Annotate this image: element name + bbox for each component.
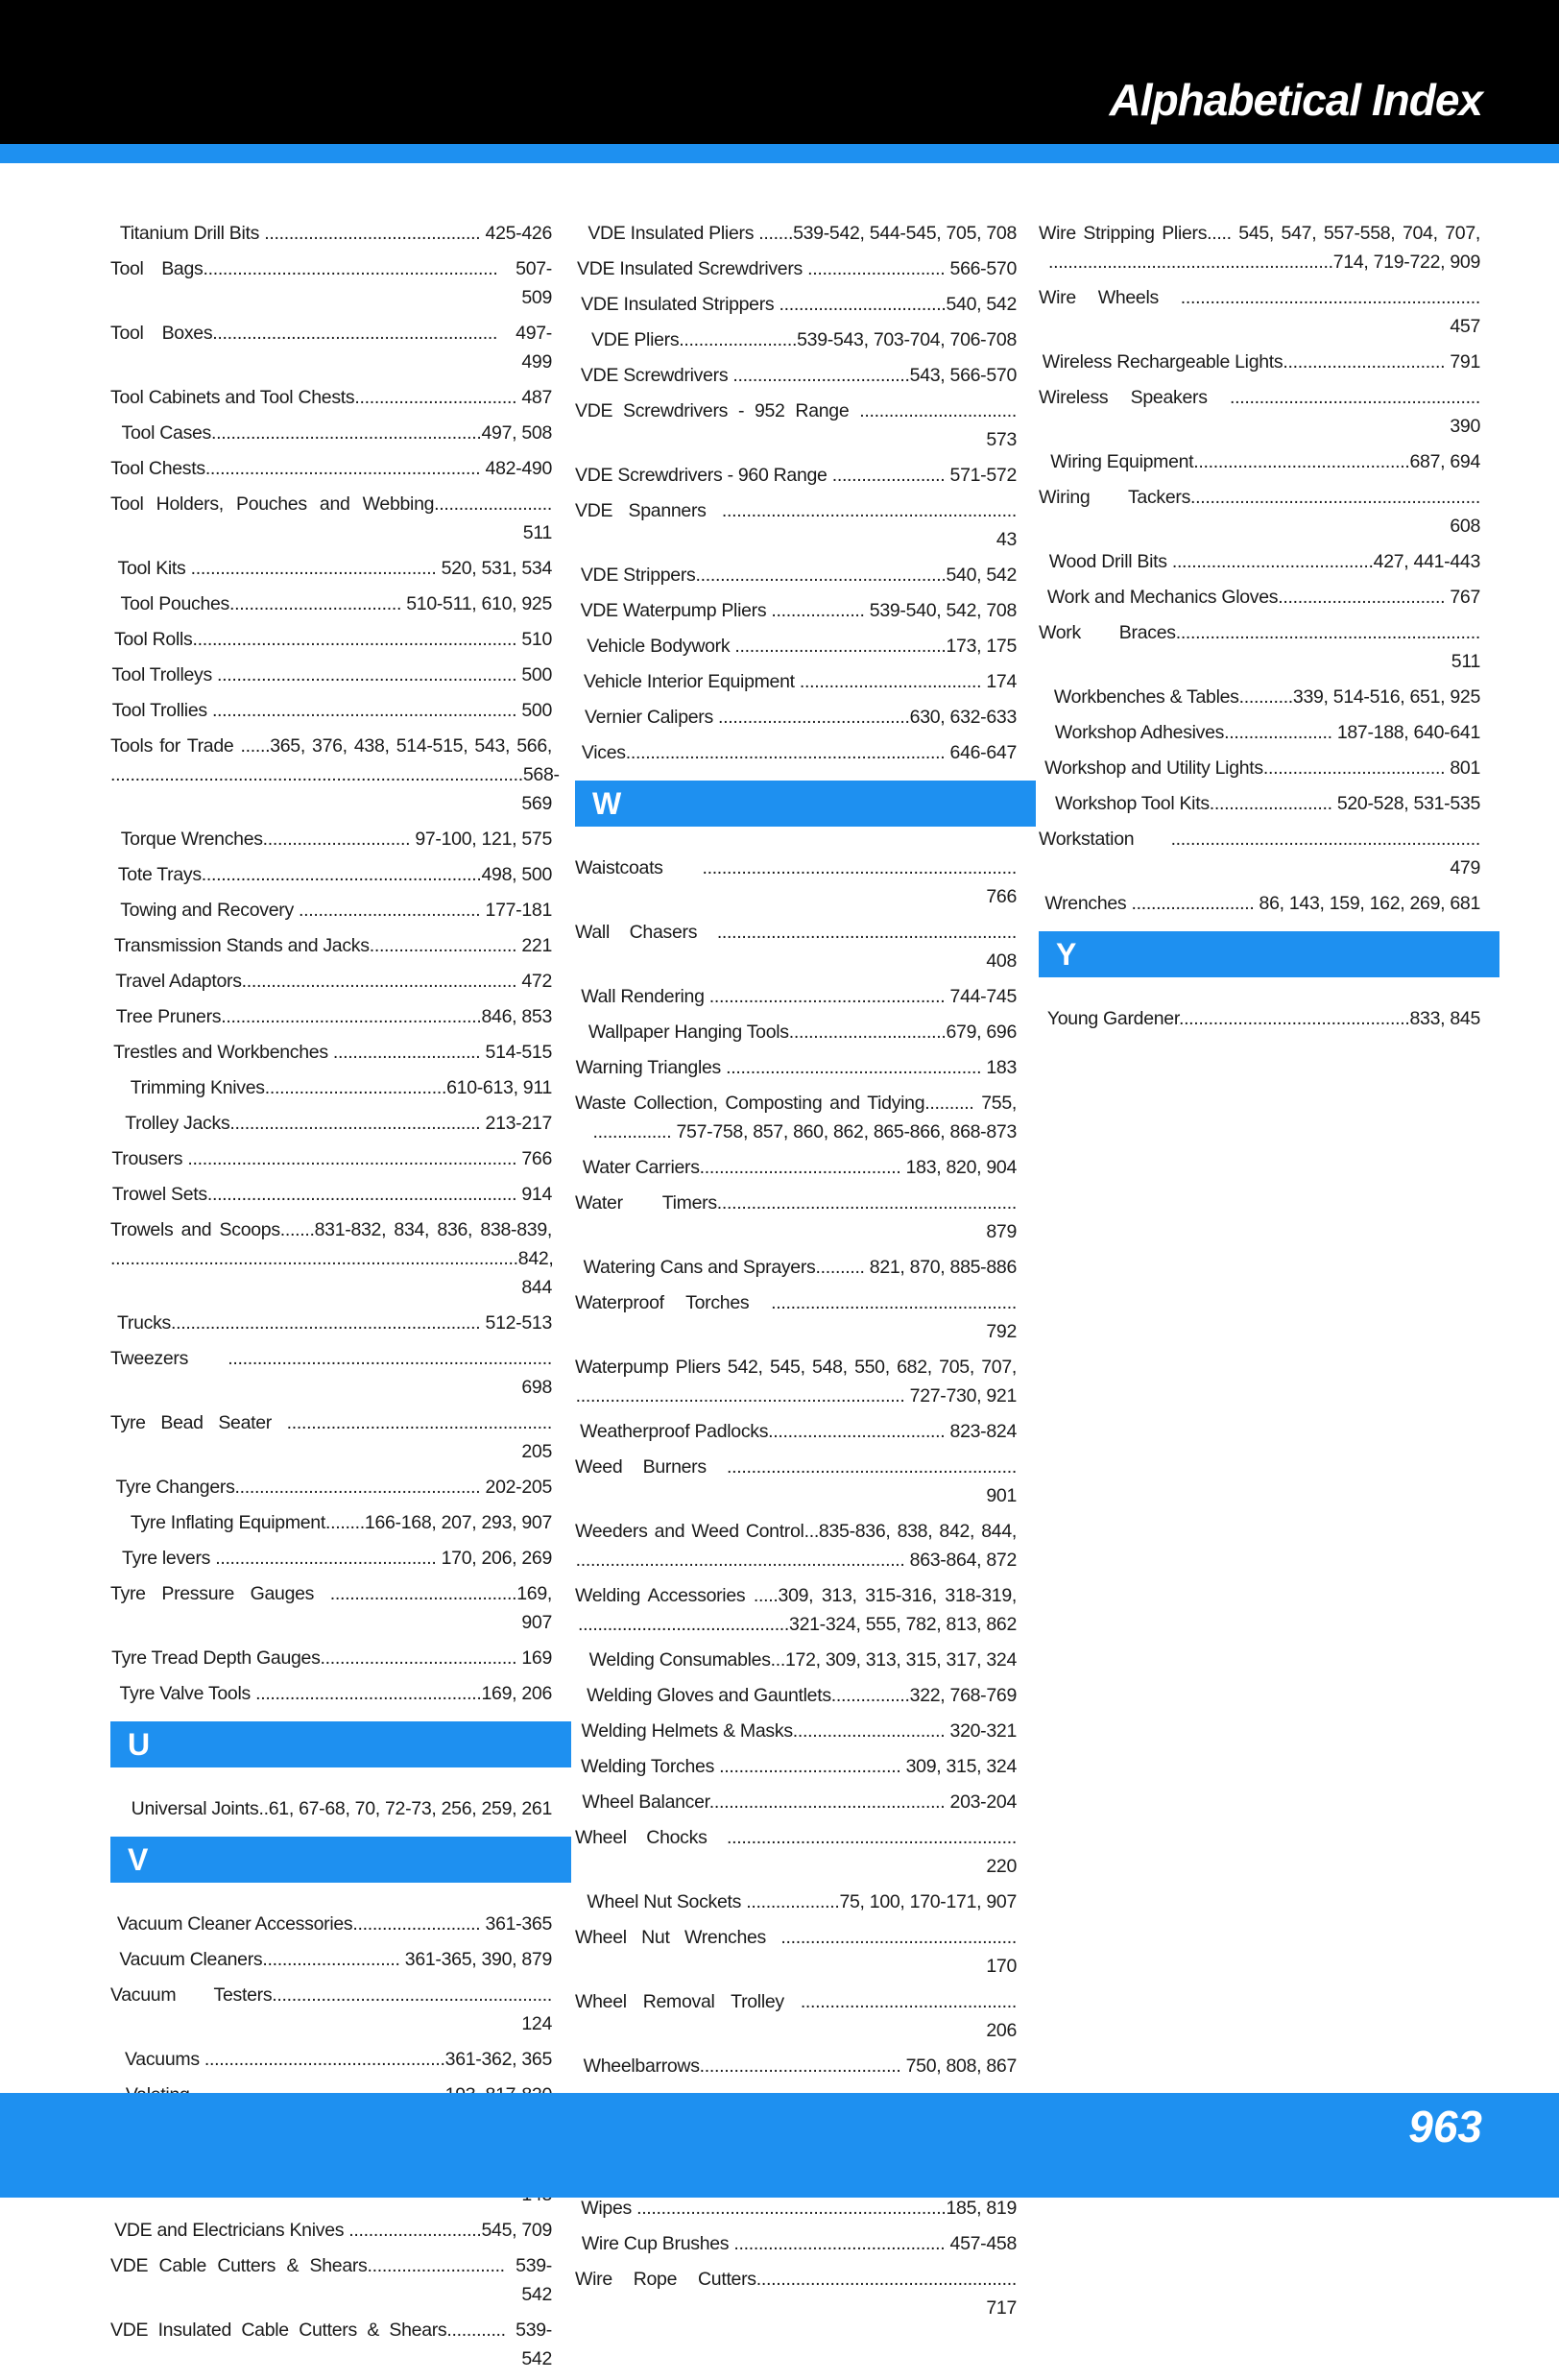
index-entry: Welding Gloves and Gauntlets................322, 768-769 <box>587 1685 1017 1706</box>
index-entry: VDE Strippers...................................................540, 542 <box>580 565 1017 586</box>
index-entry: Trimming Knives.....................................610-613, 911 <box>130 1077 552 1098</box>
index-entry: VDE Insulated Cable Cutters & Shears............ 539-542 <box>110 2320 552 2369</box>
index-entry: Wheel Chocks ........................................................... 220 <box>575 1827 1017 1877</box>
index-entry: Welding Accessories .....309, 313, 315-316, 318-319, ...........................................321-324, 555, 782, 813, 862 <box>575 1585 1017 1635</box>
index-entry: Wiring Tackers........................................................... 608 <box>1039 487 1480 537</box>
index-entry: VDE Screwdrivers ....................................543, 566-570 <box>580 365 1017 386</box>
index-entry: VDE Insulated Strippers ..................................540, 542 <box>581 294 1017 315</box>
index-entry: Transmission Stands and Jacks.............................. 221 <box>113 935 552 956</box>
index-entry: Wrenches ......................... 86, 143, 159, 162, 269, 681 <box>1044 893 1480 914</box>
index-entry: VDE Waterpump Pliers ................... 539-540, 542, 708 <box>580 600 1017 621</box>
index-entry: Young Gardener...............................................833, 845 <box>1046 1008 1480 1029</box>
index-entry: VDE Cable Cutters & Shears............................ 539-542 <box>110 2255 552 2305</box>
index-column-3 <box>1039 219 1480 1040</box>
index-entry: Wall Rendering ................................................ 744-745 <box>581 986 1017 1007</box>
index-entry: Wire Stripping Pliers..... 545, 547, 557-558, 704, 707, ..........................................................714, 719-722, 909 <box>1039 223 1480 273</box>
index-entry: Tool Boxes.......................................................... 497-499 <box>110 323 552 373</box>
index-entry: Tyre Valve Tools ..............................................169, 206 <box>119 1683 552 1704</box>
index-entry: Tool Kits .................................................. 520, 531, 534 <box>117 558 552 579</box>
index-entry: Work Braces.............................................................. 511 <box>1039 622 1480 672</box>
index-letter-heading: Y <box>1039 931 1499 977</box>
index-entry: Workshop Tool Kits......................... 520-528, 531-535 <box>1054 793 1480 814</box>
index-entry: Tools for Trade ......365, 376, 438, 514-515, 543, 566, ....................................................................................568-569 <box>110 735 560 814</box>
index-entry: VDE Pliers........................539-543, 703-704, 706-708 <box>591 329 1017 350</box>
index-entry: Tool Rolls.................................................................. 510 <box>113 629 552 650</box>
index-entry: VDE Insulated Pliers .......539-542, 544-545, 705, 708 <box>588 223 1017 244</box>
index-entry: Tool Cabinets and Tool Chests................................. 487 <box>110 387 552 408</box>
index-entry: Tyre Inflating Equipment........166-168, 207, 293, 907 <box>130 1512 552 1533</box>
index-letter-heading: V <box>110 1837 571 1883</box>
index-entry: Wallpaper Hanging Tools................................679, 696 <box>588 1022 1017 1043</box>
index-entry: Wire Cup Brushes ........................................... 457-458 <box>581 2233 1017 2254</box>
index-entry: Wireless Rechargeable Lights................................. 791 <box>1042 351 1480 373</box>
index-entry: Tool Cases.......................................................497, 508 <box>121 422 552 444</box>
index-entry: Weeders and Weed Control...835-836, 838, 842, 844, ................................................................... 863-864, 872 <box>575 1521 1017 1571</box>
index-entry: VDE and Electricians Knives ...........................545, 709 <box>114 2220 552 2241</box>
index-entry: Torque Wrenches.............................. 97-100, 121, 575 <box>120 829 552 850</box>
index-entry: Waistcoats ................................................................ 766 <box>575 857 1017 907</box>
index-entry: Trucks............................................................... 512-513 <box>117 1312 552 1334</box>
index-entry: Tool Holders, Pouches and Webbing........................ 511 <box>110 493 552 543</box>
index-entry: Wire Wheels ............................................................. 457 <box>1039 287 1480 337</box>
index-column-1 <box>110 219 560 2380</box>
index-entry: Trolley Jacks................................................... 213-217 <box>125 1113 552 1134</box>
index-entry: Universal Joints..61, 67-68, 70, 72-73, 256, 259, 261 <box>131 1798 552 1819</box>
index-entry: Tool Bags............................................................ 507-509 <box>110 258 552 308</box>
index-entry: Workshop Adhesives...................... 187-188, 640-641 <box>1054 722 1480 743</box>
index-entry: Water Carriers......................................... 183, 820, 904 <box>582 1157 1017 1178</box>
index-entry: Welding Helmets & Masks............................... 320-321 <box>581 1720 1017 1742</box>
index-entry: VDE Spanners ............................................................ 43 <box>575 500 1017 550</box>
index-entry: Tyre Pressure Gauges ......................................169, 907 <box>110 1583 552 1633</box>
index-entry: Wireless Speakers ................................................... 390 <box>1039 387 1480 437</box>
index-entry: Wheel Nut Wrenches ................................................ 170 <box>575 1927 1017 1977</box>
index-entry: Wheelbarrows......................................... 750, 808, 867 <box>583 2055 1017 2077</box>
index-entry: Tool Pouches................................... 510-511, 610, 925 <box>120 593 552 614</box>
index-letter-heading: W <box>575 781 1036 827</box>
index-entry: Tyre levers ............................................. 170, 206, 269 <box>122 1548 552 1569</box>
index-column-2 <box>575 219 1017 2329</box>
index-entry: Tyre Tread Depth Gauges........................................ 169 <box>111 1647 552 1669</box>
index-entry: Travel Adaptors........................................................ 472 <box>115 971 552 992</box>
index-entry: Vernier Calipers .......................................630, 632-633 <box>585 707 1017 728</box>
index-entry: Warning Triangles .................................................... 183 <box>575 1057 1017 1078</box>
index-entry: Waterproof Torches .................................................. 792 <box>575 1292 1017 1342</box>
index-entry: Workstation ............................................................... 479 <box>1039 829 1480 878</box>
index-entry: Tool Trolleys ............................................................. 500 <box>111 664 552 685</box>
index-entry: Water Timers............................................................. 879 <box>575 1192 1017 1242</box>
index-entry: Wipes ...............................................................185, 819 <box>581 2198 1017 2219</box>
index-entry: Tool Trollies .............................................................. 500 <box>111 700 552 721</box>
page-title: Alphabetical Index <box>1109 75 1482 125</box>
index-entry: Trousers ................................................................... 766 <box>111 1148 552 1169</box>
index-entry: Trowels and Scoops.......831-832, 834, 836, 838-839, ...................................................................................842, 844 <box>110 1219 554 1298</box>
header-accent-stripe <box>0 144 1559 163</box>
index-entry: Watering Cans and Sprayers.......... 821, 870, 885-886 <box>583 1257 1017 1278</box>
index-entry: Wheel Removal Trolley ............................................ 206 <box>575 1991 1017 2041</box>
index-entry: Waste Collection, Composting and Tidying.......... 755, ................ 757-758, 857, 860, 862, 865-866, 868-873 <box>575 1093 1017 1142</box>
index-entry: Wood Drill Bits .........................................427, 441-443 <box>1048 551 1480 572</box>
index-entry: Weed Burners ........................................................... 901 <box>575 1456 1017 1506</box>
index-entry: Tweezers .................................................................. 698 <box>110 1348 552 1398</box>
index-entry: Work and Mechanics Gloves.................................. 767 <box>1046 587 1480 608</box>
index-entry: Tree Pruners.....................................................846, 853 <box>115 1006 552 1027</box>
index-entry: Vacuum Cleaners............................ 361-365, 390, 879 <box>119 1949 552 1970</box>
index-entry: Wire Rope Cutters..................................................... 717 <box>575 2269 1017 2319</box>
index-entry: Vacuum Testers......................................................... 124 <box>110 1984 552 2034</box>
index-entry: Trowel Sets............................................................... 914 <box>111 1184 552 1205</box>
index-entry: Weatherproof Padlocks.................................... 823-824 <box>580 1421 1017 1442</box>
index-entry: Tote Trays.........................................................498, 500 <box>117 864 552 885</box>
index-entry: Tool Chests........................................................ 482-490 <box>110 458 552 479</box>
index-entry: VDE Screwdrivers - 952 Range ................................ 573 <box>575 400 1017 450</box>
index-entry: Welding Torches ..................................... 309, 315, 324 <box>581 1756 1017 1777</box>
index-entry: Vacuums .................................................361-362, 365 <box>125 2049 552 2070</box>
index-entry: Tyre Bead Seater ...................................................... 205 <box>110 1412 552 1462</box>
index-entry: Wheel Nut Sockets ...................75, 100, 170-171, 907 <box>587 1891 1017 1912</box>
index-entry: Vehicle Interior Equipment ..................................... 174 <box>583 671 1017 692</box>
index-entry: Vehicle Bodywork ...........................................173, 175 <box>587 636 1017 657</box>
index-entry: Vices................................................................. 646-647 <box>581 742 1017 763</box>
index-entry: VDE Screwdrivers - 960 Range ....................... 571-572 <box>575 465 1017 486</box>
index-entry: Wiring Equipment............................................687, 694 <box>1050 451 1480 472</box>
footer-bar <box>0 2093 1559 2198</box>
index-entry: Vacuum Cleaner Accessories.......................... 361-365 <box>116 1913 552 1935</box>
index-entry: Workbenches & Tables...........339, 514-516, 651, 925 <box>1053 686 1480 708</box>
index-entry: Titanium Drill Bits ............................................ 425-426 <box>119 223 552 244</box>
index-entry: Waterpump Pliers 542, 545, 548, 550, 682, 705, 707, ................................................................... 727-730, 921 <box>575 1357 1017 1406</box>
index-entry: Wheel Balancer................................................ 203-204 <box>582 1791 1017 1813</box>
index-entry: Wall Chasers ............................................................. 408 <box>575 922 1017 972</box>
index-entry: Tyre Changers.................................................. 202-205 <box>115 1477 552 1498</box>
index-entry: Trestles and Workbenches .............................. 514-515 <box>113 1042 552 1063</box>
index-entry: Workshop and Utility Lights..................................... 801 <box>1044 757 1480 779</box>
index-entry: VDE Insulated Screwdrivers ............................ 566-570 <box>577 258 1017 279</box>
page-number: 963 <box>1408 2102 1482 2152</box>
index-entry: Welding Consumables...172, 309, 313, 315, 317, 324 <box>588 1649 1017 1671</box>
index-letter-heading: U <box>110 1721 571 1767</box>
index-entry: Towing and Recovery ..................................... 177-181 <box>120 900 552 921</box>
